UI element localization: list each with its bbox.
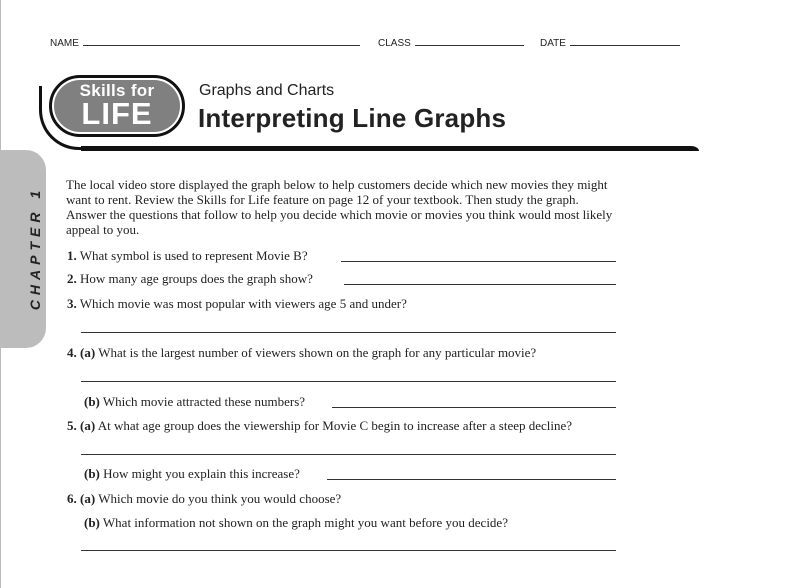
question-text: Which movie attracted these numbers?: [102, 394, 306, 409]
answer-line-5a[interactable]: [81, 454, 616, 455]
question-text: What symbol is used to represent Movie B?: [79, 248, 308, 263]
question-text: Which movie do you think you would choose?: [98, 491, 342, 506]
page-title: Interpreting Line Graphs: [198, 103, 507, 133]
question-text: What is the largest number of viewers shown on the graph for any particular movie?: [98, 345, 537, 360]
intro-paragraph: The local video store displayed the graph below to help customers decide which new movies they might want to rent. Review the Skills for Life feature on page 12 of your textbook. Then study the graph. Answer the questions that follow to help you decide which movie or movies you think would most likely appeal to you.: [66, 177, 613, 237]
question-number: 6.: [67, 491, 77, 506]
logo-text-bottom: LIFE: [81, 96, 153, 131]
question-part: (a): [80, 345, 96, 360]
date-label: DATE: [540, 38, 566, 49]
class-field[interactable]: [378, 38, 524, 49]
question-5a: [67, 418, 572, 433]
question-part: (b): [84, 394, 100, 409]
question-4b: [84, 394, 305, 409]
answer-line-1[interactable]: [341, 261, 616, 262]
question-4a: [67, 345, 536, 360]
name-line: [83, 44, 360, 46]
question-text: How might you explain this increase?: [103, 466, 300, 481]
question-number: 3.: [67, 296, 77, 311]
date-field[interactable]: [540, 38, 680, 49]
class-label: CLASS: [378, 38, 411, 49]
name-label: NAME: [50, 38, 79, 49]
question-6b: [84, 515, 508, 530]
question-part: (a): [80, 491, 96, 506]
logo-text-top: Skills for: [79, 81, 155, 100]
question-part: (b): [84, 466, 100, 481]
question-number: 2.: [67, 271, 77, 286]
answer-line-3[interactable]: [81, 332, 616, 333]
banner-rule: [81, 146, 699, 151]
date-line: [570, 44, 680, 46]
question-text: Which movie was most popular with viewers age 5 and under?: [79, 296, 407, 311]
question-2: [67, 271, 313, 286]
chapter-label: CHAPTER 1: [27, 185, 43, 311]
name-field[interactable]: [50, 38, 360, 49]
question-1: [67, 248, 308, 263]
section-subtitle: Graphs and Charts: [199, 82, 335, 99]
answer-line-2[interactable]: [344, 284, 616, 285]
question-text: At what age group does the viewership for Movie C begin to increase after a steep decline?: [97, 418, 573, 433]
answer-line-4b[interactable]: [332, 407, 616, 408]
answer-line-6b[interactable]: [81, 550, 616, 551]
class-line: [415, 44, 524, 46]
question-number: 4.: [67, 345, 77, 360]
question-number: 1.: [67, 248, 77, 263]
question-part: (a): [80, 418, 96, 433]
question-part: (b): [84, 515, 100, 530]
question-number: 5.: [67, 418, 77, 433]
question-text: How many age groups does the graph show?: [80, 271, 313, 286]
answer-line-5b[interactable]: [327, 479, 616, 480]
question-text: What information not shown on the graph might you want before you decide?: [102, 515, 508, 530]
question-6a: [67, 491, 341, 506]
question-5b: [84, 466, 300, 481]
question-3: [67, 296, 407, 311]
answer-line-4a[interactable]: [81, 381, 616, 382]
